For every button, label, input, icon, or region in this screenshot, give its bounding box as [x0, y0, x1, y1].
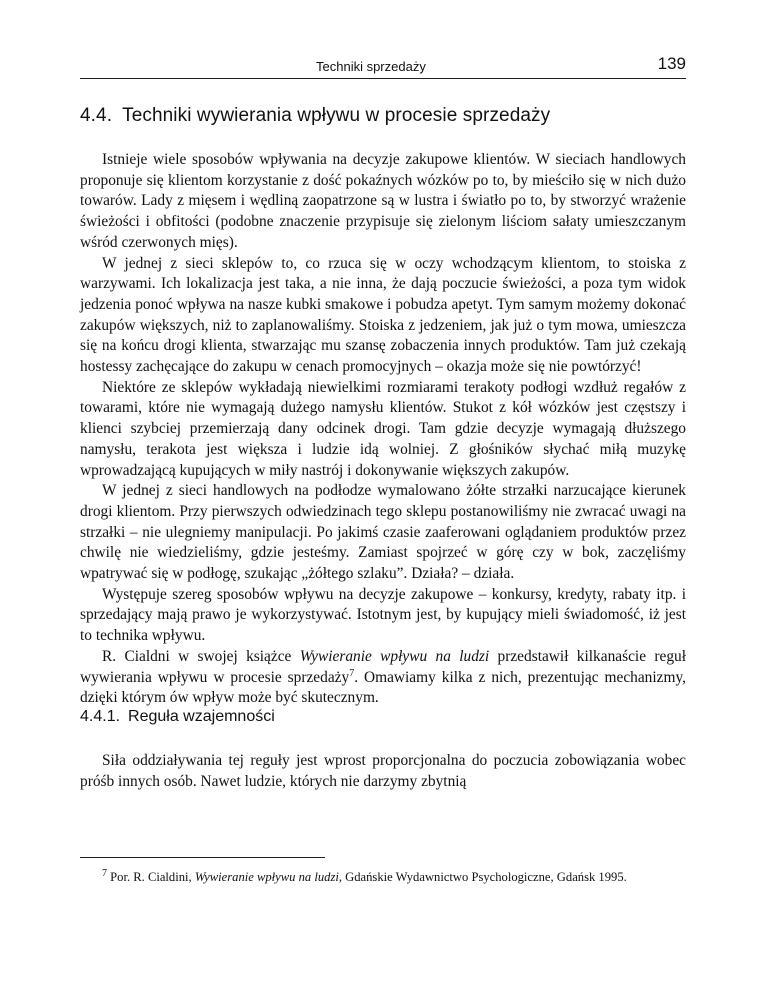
paragraph: Istnieje wiele sposobów wpływania na decyzje zakupowe klientów. W sieciach handlowych proponuje się klientom korzystanie z dość pokaźnych wózków po to, by mieściło się w nich dużo towarów. Lady z mięsem i wędliną zaopatrzone są w lustra i światło po to, by stworzyć wrażenie świeżości i obfitości (podobne znaczenie przypisuje się zielonym liściom sałaty umieszczanym wśród czerwonych mięs).: [80, 151, 686, 251]
running-title: Techniki sprzedaży: [316, 59, 426, 74]
book-title: Wywieranie wpływu na ludzi: [299, 647, 490, 665]
section-heading: [80, 105, 550, 127]
text-span: R. Cialdni w swojej książce: [102, 647, 300, 665]
section-number: 4.4.: [80, 105, 113, 126]
footnote-reference: 7: [349, 667, 355, 679]
paragraph: Występuje szereg sposobów wpływu na decyzje zakupowe – konkursy, kredyty, rabaty itp. i sprzedający mają prawo je wykorzystywać. Istotnym jest, by kupujący mieli świadomość, iż jest to technika wpływu.: [80, 585, 686, 645]
text-span: Por. R. Cialdini,: [107, 870, 195, 884]
subsection-title: Reguła wzajemności: [128, 708, 275, 725]
paragraph: Siła oddziaływania tej reguły jest wprost proporcjonalna do poczucia zobowiązania wobec próśb innych osób. Nawet ludzie, których nie darzymy zbytnią: [80, 752, 686, 790]
footnote: [80, 868, 686, 886]
page-header: [80, 48, 686, 79]
footnote-divider: [80, 857, 325, 858]
paragraph: [80, 647, 686, 709]
text-span: przedstawił kilkanaście reguł wywierania wpływu w procesie sprzedaży: [80, 647, 686, 686]
text-span: , Gdańskie Wydawnictwo Psychologiczne, Gdańsk 1995.: [338, 870, 627, 884]
page-number: 139: [657, 54, 686, 73]
text-span: . Omawiamy kilka z nich, prezentując mechanizmy, dzięki którym ów wpływ może być skutecznym.: [80, 668, 687, 707]
paragraph: Niektóre ze sklepów wykładają niewielkimi rozmiarami terakoty podłogi wzdłuż regałów z towarami, które nie wymagają dużego namysłu klientów. Stukot z kół wózków jest częstszy i klienci szybciej przemierzają dany odcinek drogi. Tam gdzie decyzje wymagają dłuższego namysłu, terakota jest większa i ludzie idą wolniej. Z głośników słychać miłą muzykę wprowadzającą kupujących w miły nastrój i dokonywanie większych zakupów.: [80, 378, 686, 479]
paragraph: W jednej z sieci sklepów to, co rzuca się w oczy wchodzącym klientom, to stoiska z warzywami. Ich lokalizacja jest taka, a nie inna, że dają poczucie świeżości, a poza tym widok jedzenia ponoć wpływa na nasze kubki smakowe i pobudza apetyt. Tym samym możemy dokonać zakupów większych, niż to zaplanowaliśmy. Stoiska z jedzeniem, jak już o tym mowa, umieszcza się na końcu drogi klienta, stwarzając mu szansę zobaczenia innych produktów. Tam już czekają hostessy zachęcające do zakupu w cenach promocyjnych – okazja może się nie powtórzyć!: [80, 254, 686, 376]
subsection-heading: [80, 708, 275, 726]
subsection-number: 4.4.1.: [80, 708, 121, 725]
section-title: Techniki wywierania wpływu w procesie sprzedaży: [122, 105, 551, 126]
book-title: Wywieranie wpływu na ludzi: [194, 870, 339, 884]
section-body: [80, 150, 686, 709]
footnote-marker: 7: [102, 867, 107, 879]
subsection-body: [80, 751, 686, 792]
paragraph: W jednej z sieci handlowych na podłodze wymalowano żółte strzałki narzucające kierunek drogi klientom. Przy pierwszych odwiedzinach tego sklepu postanowiliśmy nie zwracać uwagi na strzałki – nie ulegniemy manipulacji. Po jakimś czasie zaaferowani oglądaniem produktów przez chwilę nie wiedzieliśmy, gdzie jesteśmy. Zamiast spojrzeć w górę czy w bok, zaczęliśmy wpatrywać się w podłogę, szukając „żółtego szlaku”. Działa? – działa.: [80, 482, 686, 583]
